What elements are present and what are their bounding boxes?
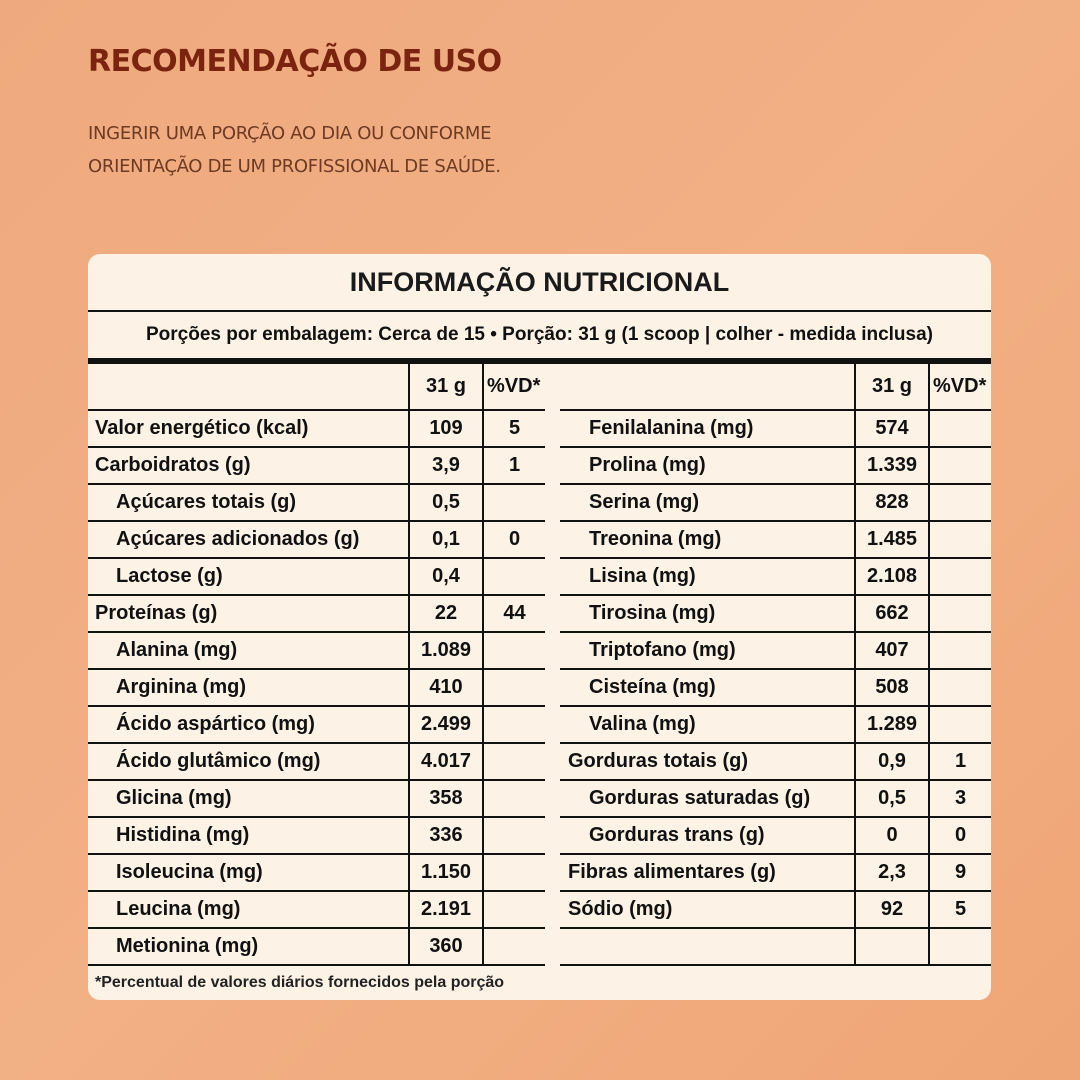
- qty-cell: 360: [408, 929, 482, 964]
- qty-cell: 0,9: [854, 744, 928, 779]
- name-cell: Arginina (mg): [116, 676, 246, 698]
- table-row: [560, 633, 991, 670]
- table-row: [560, 448, 991, 485]
- name-cell: Alanina (mg): [116, 639, 238, 661]
- table-row: [88, 485, 545, 522]
- recommendation-text: [88, 117, 708, 183]
- table-row: [560, 855, 991, 892]
- qty-cell: 410: [408, 670, 482, 705]
- qty-cell: 22: [408, 596, 482, 631]
- qty-cell: 1.089: [408, 633, 482, 668]
- name-cell: Leucina (mg): [116, 898, 241, 920]
- vd-cell: [928, 485, 991, 520]
- nutrition-facts-panel: [88, 254, 991, 1000]
- table-row: [560, 707, 991, 744]
- vd-cell: [482, 485, 545, 520]
- vd-cell: 5: [928, 892, 991, 927]
- header-qty-cell: 31 g: [408, 364, 482, 409]
- table-row: [88, 855, 545, 892]
- vd-cell: 1: [928, 744, 991, 779]
- vd-cell: [928, 522, 991, 557]
- name-cell: Tirosina (mg): [589, 602, 716, 624]
- header-qty-cell: 31 g: [854, 364, 928, 409]
- qty-cell: 1.339: [854, 448, 928, 483]
- qty-cell: 2.108: [854, 559, 928, 594]
- vd-cell: [482, 744, 545, 779]
- name-cell: Metionina (mg): [116, 935, 259, 957]
- name-cell: Cisteína (mg): [589, 676, 716, 698]
- table-row: [88, 522, 545, 559]
- name-cell: Sódio (mg): [568, 898, 673, 920]
- table-row: [560, 929, 991, 966]
- vd-cell: [928, 670, 991, 705]
- vd-cell: 9: [928, 855, 991, 890]
- table-row: [88, 559, 545, 596]
- qty-cell: 0,4: [408, 559, 482, 594]
- name-cell: Fenilalanina (mg): [589, 417, 754, 439]
- nutrition-table-right: [560, 364, 991, 966]
- qty-cell: 1.150: [408, 855, 482, 890]
- vd-cell: [928, 411, 991, 446]
- header-name-cell: [560, 364, 854, 409]
- table-header-row: [88, 364, 545, 411]
- name-cell: Açúcares adicionados (g): [116, 528, 360, 550]
- name-cell: Gorduras saturadas (g): [589, 787, 811, 809]
- recommendation-line-2: ORIENTAÇÃO DE UM PROFISSIONAL DE SAÚDE.: [88, 156, 501, 177]
- table-row: [560, 892, 991, 929]
- vd-cell: [482, 892, 545, 927]
- name-cell: [560, 929, 854, 964]
- vd-cell: [482, 707, 545, 742]
- qty-cell: 4.017: [408, 744, 482, 779]
- table-row: [560, 559, 991, 596]
- vd-cell: [928, 559, 991, 594]
- qty-cell: 574: [854, 411, 928, 446]
- table-row: [88, 818, 545, 855]
- table-row: [88, 596, 545, 633]
- vd-cell: [928, 448, 991, 483]
- header-vd-cell: %VD*: [928, 364, 991, 409]
- nutrition-table-left: [88, 364, 545, 966]
- qty-cell: 2,3: [854, 855, 928, 890]
- table-row: [560, 818, 991, 855]
- table-row: [88, 633, 545, 670]
- table-header-row: [560, 364, 991, 411]
- header-vd-cell: %VD*: [482, 364, 545, 409]
- qty-cell: 358: [408, 781, 482, 816]
- qty-cell: 0,5: [854, 781, 928, 816]
- name-cell: Açúcares totais (g): [116, 491, 297, 513]
- name-cell: Carboidratos (g): [95, 454, 251, 476]
- table-row: [560, 596, 991, 633]
- vd-cell: 0: [928, 818, 991, 853]
- vd-cell: 5: [482, 411, 545, 446]
- qty-cell: 0,1: [408, 522, 482, 557]
- header-name-cell: [88, 364, 408, 409]
- name-cell: Fibras alimentares (g): [568, 861, 776, 883]
- vd-cell: [482, 818, 545, 853]
- qty-cell: 336: [408, 818, 482, 853]
- qty-cell: 2.499: [408, 707, 482, 742]
- table-row: [560, 744, 991, 781]
- vd-cell: 1: [482, 448, 545, 483]
- name-cell: Ácido aspártico (mg): [116, 713, 315, 735]
- table-row: [560, 485, 991, 522]
- table-row: [560, 522, 991, 559]
- qty-cell: 828: [854, 485, 928, 520]
- qty-cell: 1.485: [854, 522, 928, 557]
- qty-cell: 3,9: [408, 448, 482, 483]
- table-row: [560, 670, 991, 707]
- vd-cell: 44: [482, 596, 545, 631]
- name-cell: Serina (mg): [589, 491, 700, 513]
- footnote: *Percentual de valores diários fornecidos pela porção: [95, 974, 505, 991]
- qty-cell: [854, 929, 928, 964]
- table-row: [88, 744, 545, 781]
- table-row: [560, 411, 991, 448]
- qty-cell: 92: [854, 892, 928, 927]
- vd-cell: [482, 633, 545, 668]
- vd-cell: [482, 781, 545, 816]
- table-row: [88, 411, 545, 448]
- vd-cell: [482, 929, 545, 964]
- name-cell: Valina (mg): [589, 713, 696, 735]
- qty-cell: 2.191: [408, 892, 482, 927]
- vd-cell: 0: [482, 522, 545, 557]
- qty-cell: 0,5: [408, 485, 482, 520]
- vd-cell: [928, 929, 991, 964]
- nutrition-title: INFORMAÇÃO NUTRICIONAL: [349, 266, 730, 297]
- vd-cell: [482, 559, 545, 594]
- name-cell: Glicina (mg): [116, 787, 232, 809]
- table-row: [88, 670, 545, 707]
- table-row: [88, 448, 545, 485]
- portion-info: Porções por embalagem: Cerca de 15 • Porção: 31 g (1 scoop | colher - medida inclusa): [146, 324, 933, 345]
- table-row: [88, 929, 545, 966]
- table-row: [560, 781, 991, 818]
- name-cell: Treonina (mg): [589, 528, 722, 550]
- recommendation-title: RECOMENDAÇÃO DE USO: [88, 44, 502, 79]
- vd-cell: [928, 596, 991, 631]
- name-cell: Gorduras trans (g): [589, 824, 765, 846]
- name-cell: Histidina (mg): [116, 824, 250, 846]
- name-cell: Lactose (g): [116, 565, 223, 587]
- qty-cell: 109: [408, 411, 482, 446]
- vd-cell: [482, 855, 545, 890]
- name-cell: Triptofano (mg): [589, 639, 736, 661]
- vd-cell: [928, 633, 991, 668]
- qty-cell: 662: [854, 596, 928, 631]
- vd-cell: [928, 707, 991, 742]
- name-cell: Prolina (mg): [589, 454, 706, 476]
- vd-cell: 3: [928, 781, 991, 816]
- name-cell: Valor energético (kcal): [95, 417, 309, 439]
- name-cell: Gorduras totais (g): [568, 750, 749, 772]
- table-row: [88, 781, 545, 818]
- table-row: [88, 707, 545, 744]
- qty-cell: 1.289: [854, 707, 928, 742]
- name-cell: Ácido glutâmico (mg): [116, 750, 321, 772]
- vd-cell: [482, 670, 545, 705]
- qty-cell: 407: [854, 633, 928, 668]
- table-row: [88, 892, 545, 929]
- name-cell: Lisina (mg): [589, 565, 696, 587]
- recommendation-line-1: INGERIR UMA PORÇÃO AO DIA OU CONFORME: [88, 123, 492, 144]
- name-cell: Proteínas (g): [95, 602, 218, 624]
- qty-cell: 508: [854, 670, 928, 705]
- name-cell: Isoleucina (mg): [116, 861, 263, 883]
- qty-cell: 0: [854, 818, 928, 853]
